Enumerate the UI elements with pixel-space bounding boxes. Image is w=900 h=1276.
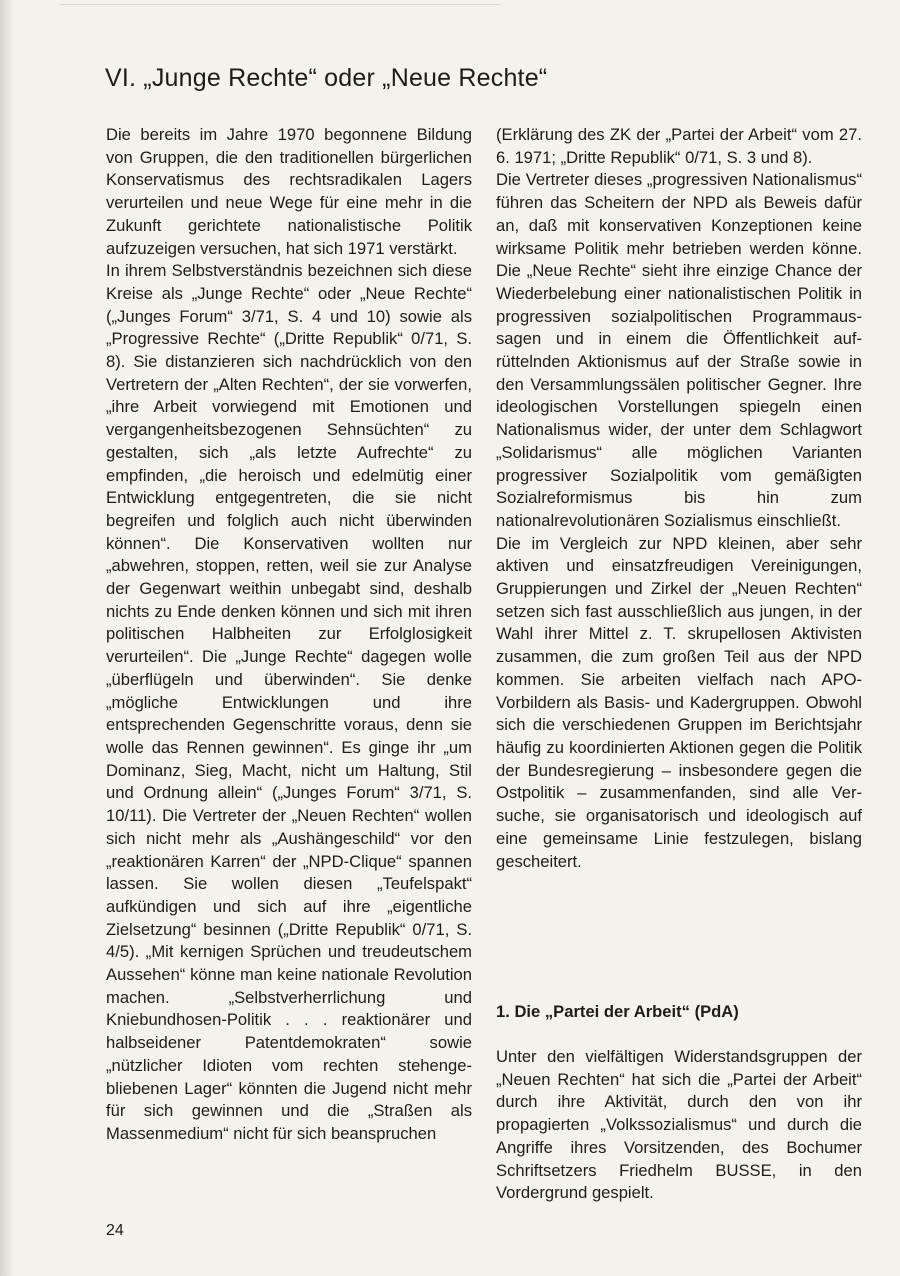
left-paragraph-1: Die bereits im Jahre 1970 begonnene Bildung von Gruppen, die den traditionellen bürgerlichen Konservatismus des rechtsradikalen Lagers verurteilen und neue Wege für eine mehr in die Zukunft gerichtete nationalistische Politik aufzuzeigen versuchen, hat sich 1971 verstärkt. — [106, 125, 472, 258]
section-paragraph: Unter den vielfältigen Widerstandsgruppen der „Neuen Rechten“ hat sich die „Partei der Arbeit“ durch ihre Aktivität, durch den von ihr propagierten „Volkssozialismus“ und durch die Angriffe ihres Vorsitzenden, des Bochumer Schriftsetzers Friedhelm BUSSE, in den Vordergrund gespielt. — [496, 1047, 862, 1203]
section-body — [496, 1046, 862, 1205]
left-paragraph-2: In ihrem Selbstverständnis bezeichnen sich diese Kreise als „Junge Rechte“ oder „Neue Rechte“ („Junges Forum“ 3/71, S. 4 und 10) sowie als „Progressive Rechte“ („Dritte Republik“ 0/71, S. 8). Sie distanzieren sich nachdrücklich von den Vertretern der „Alten Rechten“, der sie vorwerfen, „ihre Arbeit vorwiegend mit Emotionen und vergangenheitsbezogenen Sehnsüchten“ zu gestalten, sich „als letzte Aufrechte“ zu empfinden, „die heroisch und edelmütig einer Entwicklung entgegentreten, die sie nicht begreifen und folglich auch nicht überwinden können“. Die Konservativen wollten nur „abwehren, stoppen, retten, weil sie zur Analyse der Gegenwart weithin unbegabt sind, deshalb nichts zu Ende denken können und sich mit ihren politischen Halbheiten zur Erfolglosigkeit verurteilen“. Die „Junge Rechte“ dagegen wolle „überflügeln und überwinden“. Sie denke „mögliche Entwicklungen und ihre entsprechenden Gegenschritte voraus, denn sie wolle das Rennen gewinnen“. Es ginge ihr „um Dominanz, Sieg, Macht, nicht um Haltung, Stil und Ordnung allein“ („Junges Forum“ 3/71, S. 10/11). Die Vertreter der „Neuen Rechten“ wollen sich nicht mehr als „Aushängeschild“ vor den „reaktionären Karren“ der „NPD-Clique“ spannen lassen. Sie wollen diesen „Teufelspakt“ aufkündigen und sich auf ihre „eigentliche Zielsetzung“ besinnen („Dritte Republik“ 0/71, S. 4/5). „Mit kernigen Sprüchen und treudeutschem Aussehen“ könne man keine nationale Revolution machen. „Selbstverherrlichung und Kniebundhosen-Politik . . . reaktionärer und halbseidener Patentdemokraten“ sowie „nützlicher Idioten vom rechten stehengebliebenen Lager“ könnten die Jugend nicht mehr für sich gewinnen und die „Straßen als Massenmedium“ nicht für sich beanspruchen — [106, 261, 472, 1143]
section-heading: 1. Die „Partei der Arbeit“ (PdA) — [496, 1002, 739, 1021]
page-edge — [0, 0, 14, 1276]
right-paragraph-2: Die Vertreter dieses „progressiven Nationalismus“ führen das Scheitern der NPD als Beweis dafür an, daß mit konservativen Konzeptionen keine wirksame Politik mehr betrieben werden könne. Die „Neue Rechte“ sieht ihre einzige Chance der Wiederbelebung einer nationalistischen Politik in progressiven sozialpolitischen Programmaussagen und in einem die Öffentlichkeit aufrüttelnden Aktionismus auf der Straße sowie in den Versammlungssälen politischer Gegner. Ihre ideologischen Vorstellungen spiegeln einen Nationalismus wider, der unter dem Schlagwort „Solidarismus“ alle möglichen Varianten progressiver Sozialpolitik vom gemäßigten Sozialreformismus bis hin zum nationalrevolutionären Sozialismus einschließt. — [496, 170, 862, 530]
top-rule — [60, 4, 500, 5]
right-paragraph-3: Die im Vergleich zur NPD kleinen, aber sehr aktiven und einsatzfreudigen Vereinigungen, Gruppierungen und Zirkel der „Neuen Rechten“ setzen sich fast ausschließlich aus jungen, in der Wahl ihrer Mittel z. T. skrupellosen Aktivisten zusammen, die zum großen Teil aus der NPD kommen. Sie arbeiten vielfach nach APO-Vorbildern als Basis- und Kadergruppen. Obwohl sich die verschiedenen Gruppen im Berichtsjahr häufig zu koordinierten Aktionen gegen die Politik der Bundesregierung – insbesondere gegen die Ostpolitik – zusammenfanden, sind alle Versuche, sie organisatorisch und ideologisch auf eine gemeinsame Linie festzulegen, bislang gescheitert. — [496, 533, 862, 871]
right-column — [496, 124, 862, 873]
page-number: 24 — [106, 1222, 124, 1239]
chapter-title: VI. „Junge Rechte“ oder „Neue Rechte“ — [105, 64, 548, 92]
right-paragraph-1: (Erklärung des ZK der „Partei der Arbeit“ vom 27. 6. 1971; „Dritte Republik“ 0/71, S. 3 und 8). — [496, 125, 862, 167]
left-column — [106, 124, 472, 1146]
